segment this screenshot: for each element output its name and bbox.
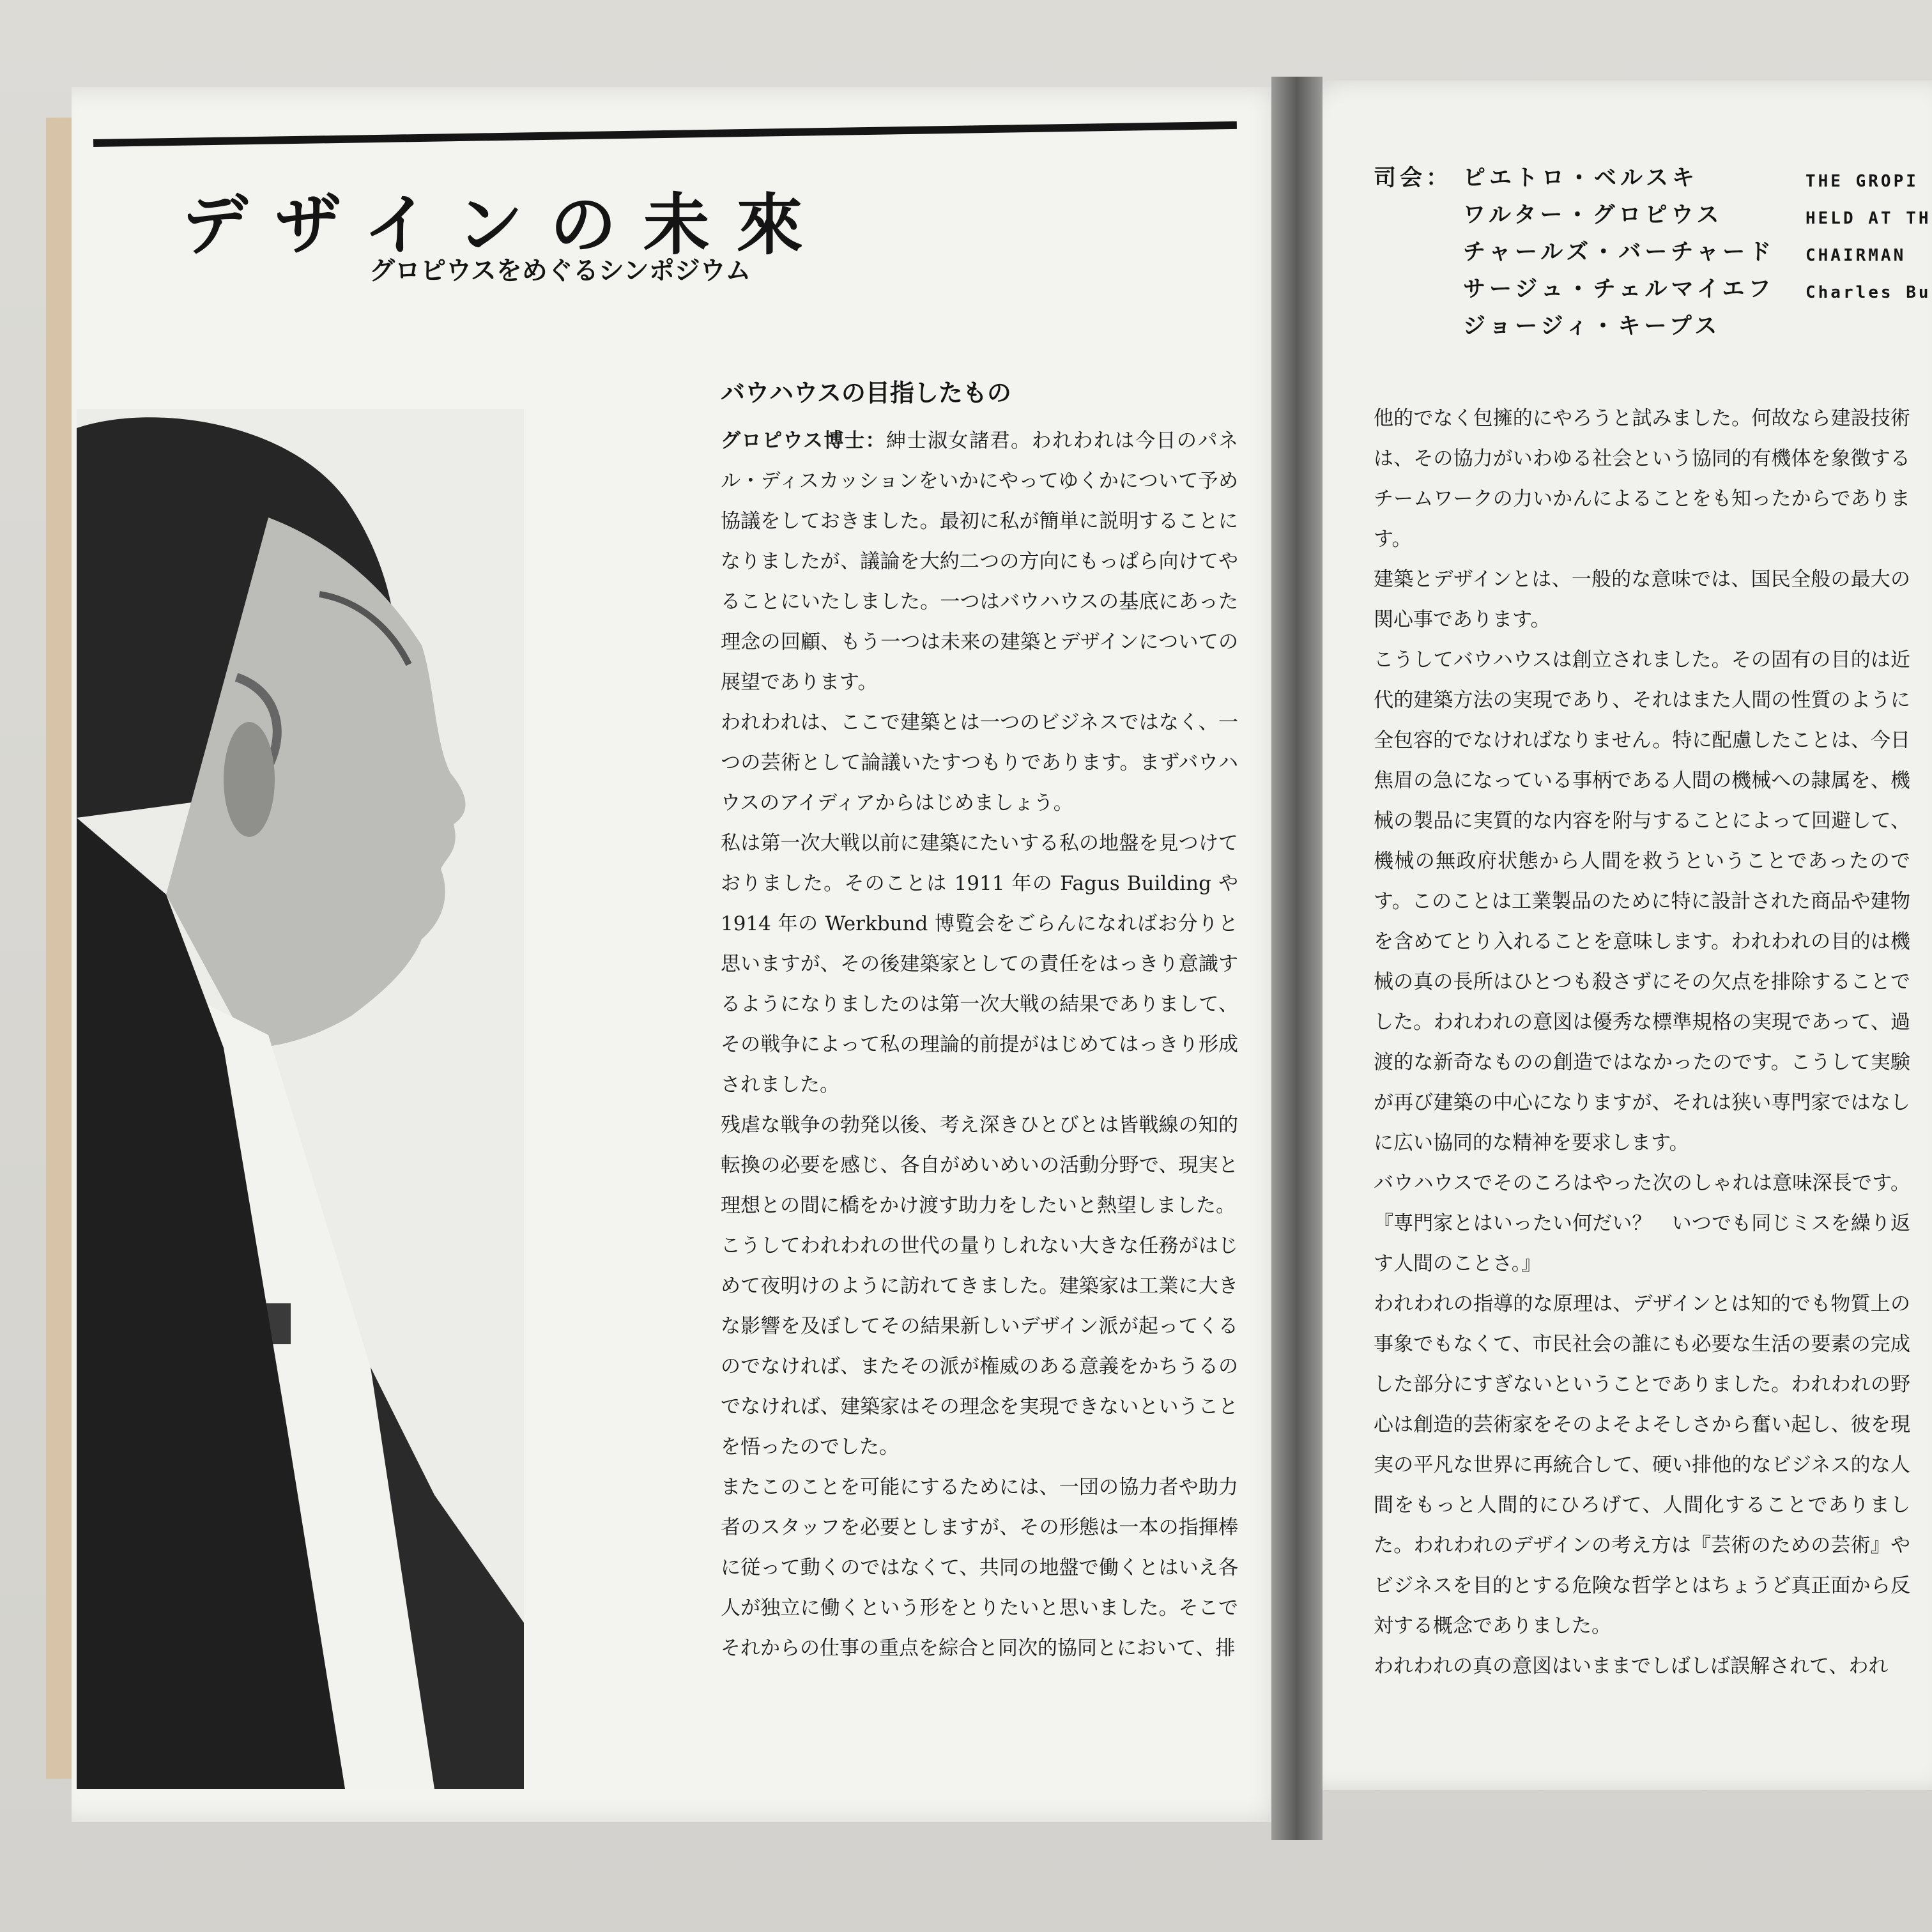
paragraph: こうしてわれわれの世代の量りしれない大きな任務がはじめて夜明けのように訪れてきました。建築家は工業に大きな影響を及ぼしてその結果新しいデザイン派が起ってくるのでなければ、またその派が権威のある意義をかちうるのでなければ、建築家はその理念を実現できないということを悟ったのでした。 <box>721 1234 1238 1459</box>
paragraph-text: 紳士淑女諸君。われわれは今日のパネル・ディスカッションをいかにやってゆくかについて予め協議をしておきました。最初に私が簡単に説明することになりましたが、議論を大約二つの方向にもっぱら向けてやることにいたしました。一つはバウハウスの基底にあった理念の回顧、もう一つは未来の建築とデザインについての展望であります。 <box>721 429 1238 694</box>
english-line: Charles Bu <box>1805 283 1931 302</box>
left-text-column <box>721 373 1238 1669</box>
article-subtitle: グロピウスをめぐるシンポジウム <box>369 256 751 286</box>
credit-name: ワルター・グロピウス <box>1463 203 1723 228</box>
english-line: THE GROPI <box>1805 172 1919 191</box>
paragraph: われわれは、ここで建築とは一つのビジネスではなく、一つの芸術として論議いたすつもりであります。まずバウハウスのアイディアからはじめましょう。 <box>721 711 1238 815</box>
credits-block <box>1374 160 1775 345</box>
english-header-block <box>1805 163 1932 311</box>
english-line: HELD AT TH <box>1805 209 1931 228</box>
right-text-column <box>1374 399 1910 1687</box>
book-gutter <box>1271 77 1322 1840</box>
credit-name: ジョージィ・キープス <box>1463 314 1721 339</box>
section-heading: バウハウスの目指したもの <box>721 379 1011 407</box>
paragraph: 他的でなく包擁的にやろうと試みました。何故なら建設技術は、その協力がいわゆる社会という協同的有機体を象徴するチームワークの力いかんによることをも知ったからであります。 <box>1374 407 1910 551</box>
portrait-photo <box>77 409 524 1789</box>
paragraph: われわれの指導的な原理は、デザインとは知的でも物質上の事象でもなくて、市民社会の誰にも必要な生活の要素の完成した部分にすぎないということでありました。われわれの野心は創造的芸術家をそのよそよそしさから奮い起し、彼を現実の平凡な世界に再統合して、硬い排他的なビジネス的な人間をもっと人間的にひろげて、人間化することでありました。われわれのデザインの考え方は『芸術のための芸術』やビジネスを目的とする危険な哲学とはちょうど真正面から反対する概念でありました。 <box>1374 1292 1910 1637</box>
credits-label: 司会： <box>1374 165 1453 191</box>
english-line: CHAIRMAN <box>1805 246 1906 265</box>
article-title: デザインの未來 <box>181 186 830 264</box>
speaker-label: グロピウス博士： <box>721 429 887 452</box>
paragraph <box>721 421 1238 703</box>
paragraph: またこのことを可能にするためには、一団の協力者や助力者のスタッフを必要としますが、その形態は一本の指揮棒に従って動くのではなくて、共同の地盤で働くとはいえ各人が独立に働くという形をとりたいと思いました。そこでそれからの仕事の重点を綜合と同次的協同とにおいて、排 <box>721 1476 1238 1660</box>
paragraph: 私は第一次大戦以前に建築にたいする私の地盤を見つけておりました。そのことは 1911 年の Fagus Building や 1914 年の Werkbund 博覧会をごらんになればお分りと思いますが、その後建築家としての責任をはっきり意識するようになりましたのは第一次大戦の結果でありまして、その戦争によって私の理論的前提がはじめてはっきり形成されました。 <box>721 832 1238 1096</box>
paragraph: 建築とデザインとは、一般的な意味では、国民全般の最大の関心事であります。 <box>1374 568 1910 631</box>
paragraph: われわれの真の意図はいままでしばしば誤解されて、われ <box>1374 1655 1889 1678</box>
paragraph: こうしてバウハウスは創立されました。その固有の目的は近代的建築方法の実現であり、それはまた人間の性質のように全包容的でなければなりません。特に配慮したことは、今日焦眉の急になっている事柄である人間の機械への隷属を、機械の製品に実質的な内容を附与することによって回避して、機械の無政府状態から人間を救うということであったのです。このことは工業製品のために特に設計された商品や建物を含めてとり入れることを意味します。われわれの目的は機械の真の長所はひとつも殺さずにその欠点を排除することでした。われわれの意図は優秀な標準規格の実現であって、過渡的な新奇なものの創造ではなかったのです。こうして実験が再び建築の中心になりますが、それは狭い専門家ではなしに広い協同的な精神を要求します。 <box>1374 648 1910 1154</box>
credit-name: チャールズ・バーチャード <box>1463 240 1775 265</box>
credit-name: ピエトロ・ベルスキ <box>1463 165 1698 191</box>
paragraph: 残虐な戦争の勃発以後、考え深きひとびとは皆戦線の知的転換の必要を感じ、各自がめいめいの活動分野で、現実と理想との間に橋をかけ渡す助力をしたいと熱望しました。 <box>721 1114 1238 1217</box>
credit-name: サージュ・チェルマイエフ <box>1463 277 1775 302</box>
paragraph: バウハウスでそのころはやった次のしゃれは意味深長です。『専門家とはいったい何だい？ いつでも同じミスを繰り返す人間のことさ。』 <box>1374 1172 1910 1275</box>
